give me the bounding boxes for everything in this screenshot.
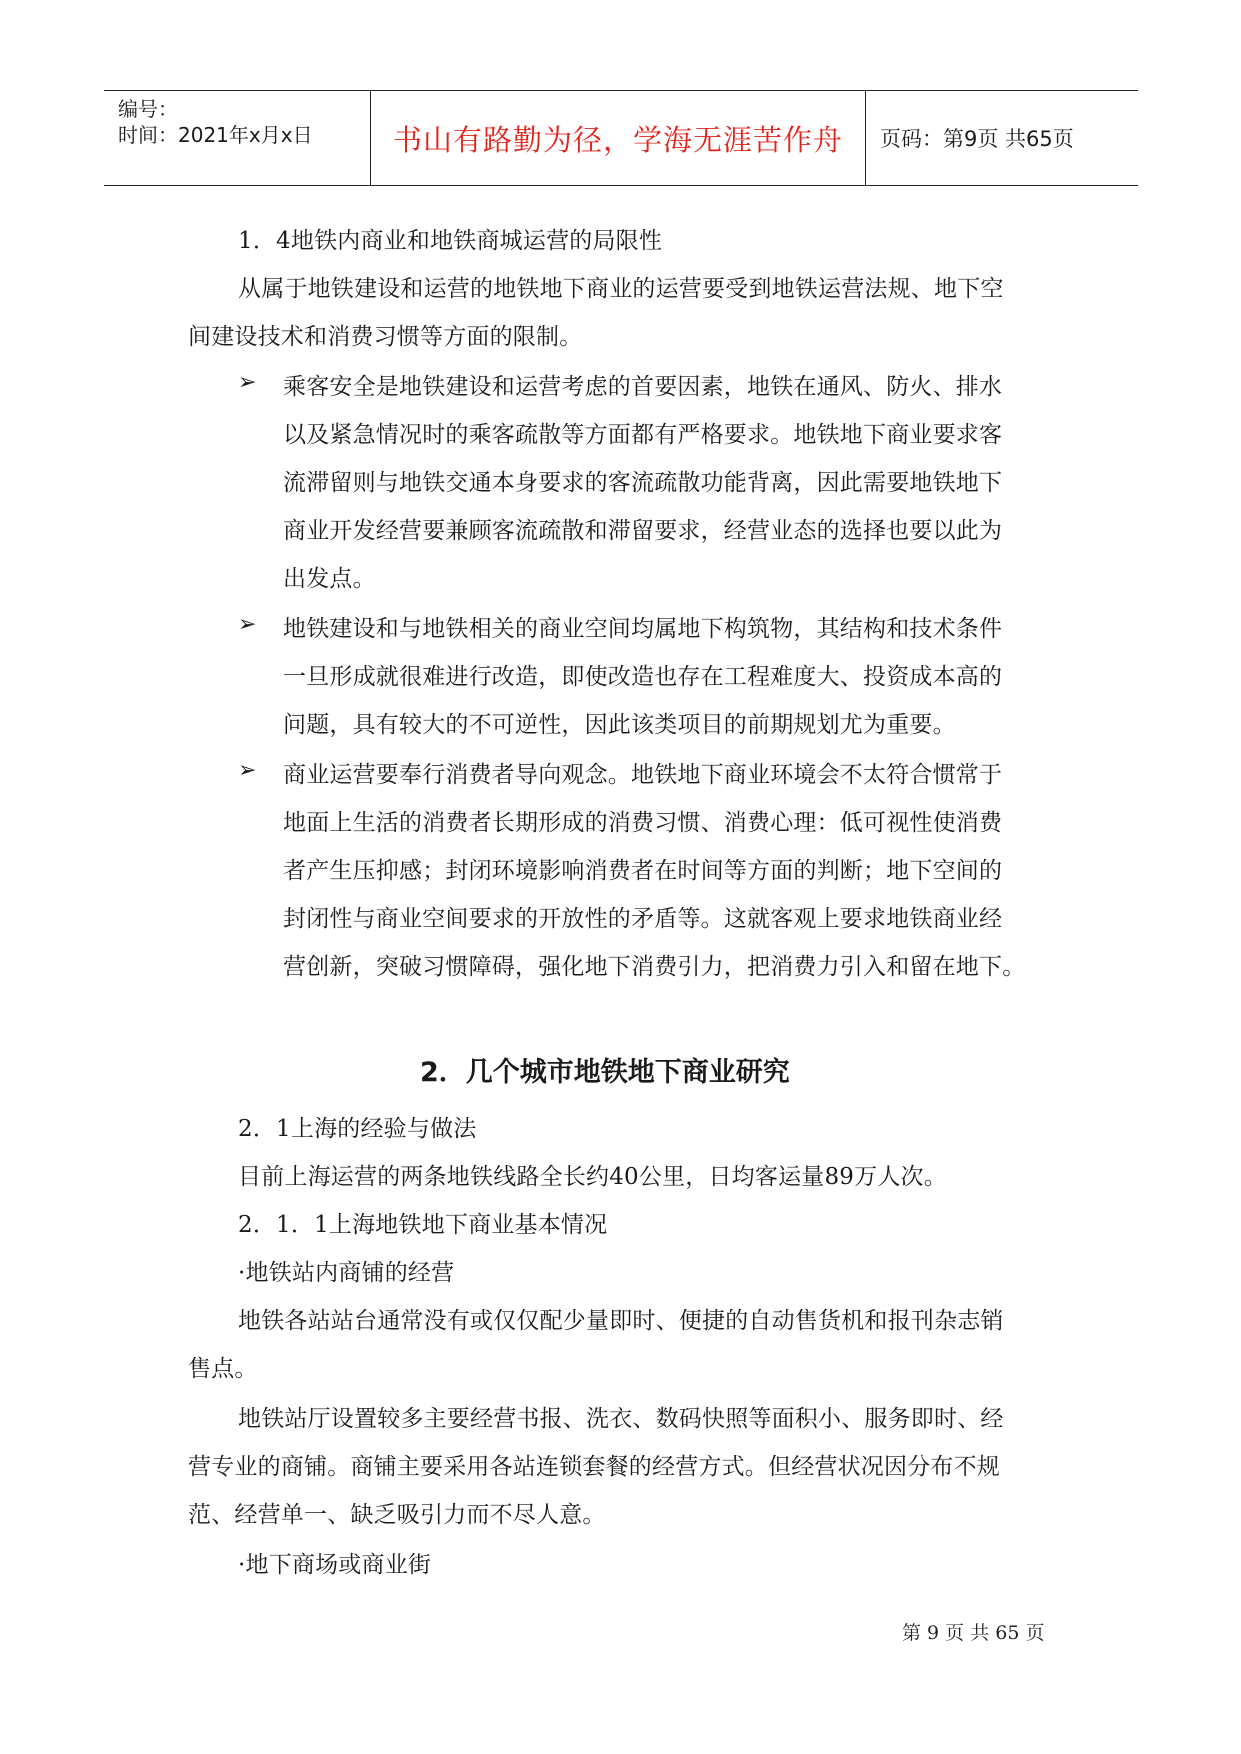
header-page-cell bbox=[866, 91, 1138, 185]
bullet-1-line-4: 商业开发经营要兼顾客流疏散和滞留要求，经营业态的选择也要以此为 bbox=[283, 518, 1003, 544]
bullet-2-line-1: 地铁建设和与地铁相关的商业空间均属地下构筑物，其结构和技术条件 bbox=[283, 616, 1003, 642]
document-header bbox=[104, 90, 1138, 186]
item-1-para2-line-2: 营专业的商铺。商铺主要采用各站连锁套餐的经营方式。但经营状况因分布不规 bbox=[188, 1454, 1000, 1480]
bullet-2-line-3: 问题，具有较大的不可逆性，因此该类项目的前期规划尤为重要。 bbox=[283, 712, 956, 738]
bullet-1-line-3: 流滞留则与地铁交通本身要求的客流疏散功能背离，因此需要地铁地下 bbox=[283, 470, 1003, 496]
bullet-1-line-5: 出发点。 bbox=[283, 566, 376, 592]
arrow-bullet-icon: ➢ bbox=[238, 370, 257, 395]
motto-text: 书山有路勤为径，学海无涯苦作舟 bbox=[392, 122, 843, 157]
arrow-bullet-icon: ➢ bbox=[238, 612, 257, 637]
header-page-number: 页码：第9页 共65页 bbox=[880, 127, 1074, 151]
bullet-2-line-2: 一旦形成就很难进行改造，即使改造也存在工程难度大、投资成本高的 bbox=[283, 664, 1003, 690]
section-2-1-1-title: 2．1．1上海地铁地下商业基本情况 bbox=[238, 1212, 608, 1238]
section-1-4-intro-line-1: 从属于地铁建设和运营的地铁地下商业的运营要受到地铁运营法规、地下空 bbox=[238, 276, 1004, 302]
section-2-1-text: 目前上海运营的两条地铁线路全长约40公里，日均客运量89万人次。 bbox=[238, 1164, 947, 1190]
bullet-3-line-3: 者产生压抑感；封闭环境影响消费者在时间等方面的判断；地下空间的 bbox=[283, 858, 1003, 884]
bullet-3-line-5: 营创新，突破习惯障碍，强化地下消费引力，把消费力引入和留在地下。 bbox=[283, 954, 1026, 980]
section-2-heading: 2．几个城市地铁地下商业研究 bbox=[420, 1057, 790, 1088]
arrow-bullet-icon: ➢ bbox=[238, 758, 257, 783]
bullet-3-line-2: 地面上生活的消费者长期形成的消费习惯、消费心理：低可视性使消费 bbox=[283, 810, 1003, 836]
item-1-title: ·地铁站内商铺的经营 bbox=[238, 1260, 455, 1286]
section-1-4-title: 1．4地铁内商业和地铁商城运营的局限性 bbox=[238, 228, 663, 254]
bullet-3-line-1: 商业运营要奉行消费者导向观念。地铁地下商业环境会不太符合惯常于 bbox=[283, 762, 1003, 788]
section-1-4-intro-line-2: 间建设技术和消费习惯等方面的限制。 bbox=[188, 324, 583, 350]
serial-label: 编号： bbox=[118, 97, 178, 121]
footer-page-number: 第 9 页 共 65 页 bbox=[902, 1622, 1045, 1644]
item-1-para2-line-1: 地铁站厅设置较多主要经营书报、洗衣、数码快照等面积小、服务即时、经 bbox=[238, 1406, 1004, 1432]
item-1-para1-line-1: 地铁各站站台通常没有或仅仅配少量即时、便捷的自动售货机和报刊杂志销 bbox=[238, 1308, 1004, 1334]
header-motto-cell bbox=[370, 91, 866, 185]
bullet-3-line-4: 封闭性与商业空间要求的开放性的矛盾等。这就客观上要求地铁商业经 bbox=[283, 906, 1003, 932]
bullet-1-line-2: 以及紧急情况时的乘客疏散等方面都有严格要求。地铁地下商业要求客 bbox=[283, 422, 1003, 448]
bullet-1-line-1: 乘客安全是地铁建设和运营考虑的首要因素，地铁在通风、防火、排水 bbox=[283, 374, 1003, 400]
item-1-para2-line-3: 范、经营单一、缺乏吸引力而不尽人意。 bbox=[188, 1502, 606, 1528]
time-label: 时间：2021年x月x日 bbox=[118, 123, 313, 147]
item-1-para1-line-2: 售点。 bbox=[188, 1356, 258, 1382]
section-2-1-title: 2．1上海的经验与做法 bbox=[238, 1116, 477, 1142]
item-2-title: ·地下商场或商业街 bbox=[238, 1552, 432, 1578]
header-info-cell bbox=[104, 91, 370, 185]
